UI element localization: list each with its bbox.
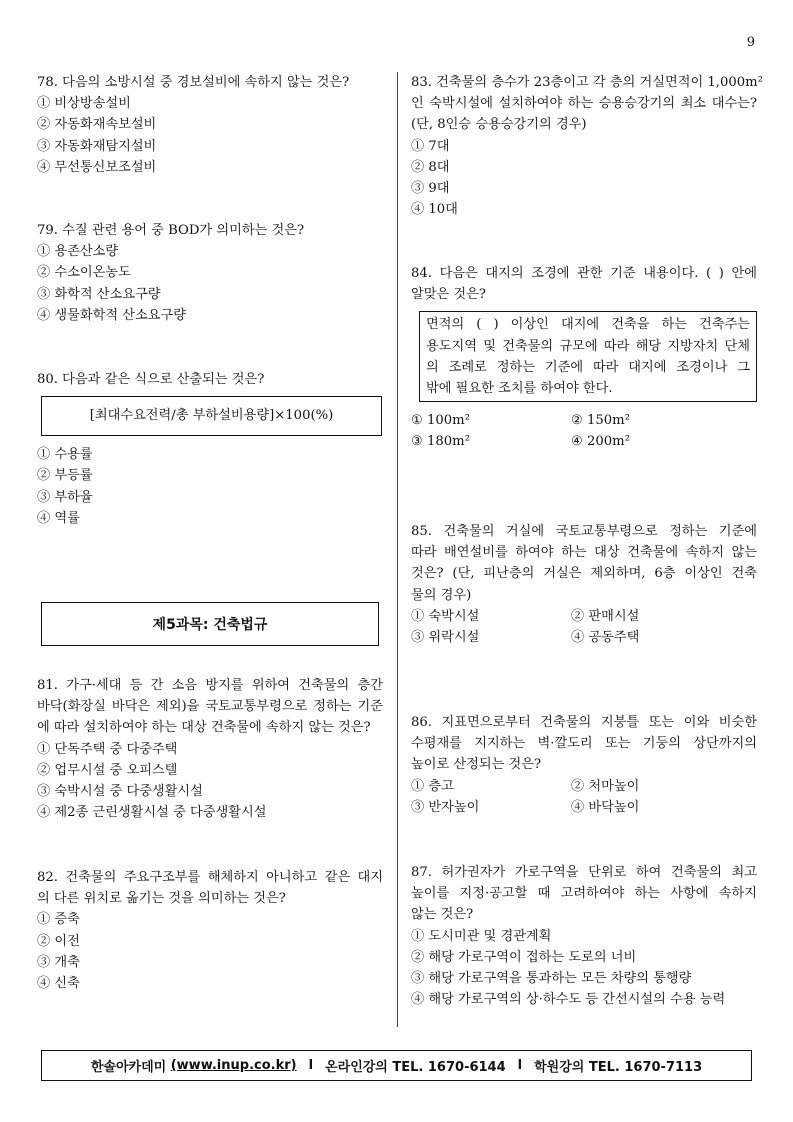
footer-offline-phone: 학원강의 TEL. 1670-7113 bbox=[534, 1060, 703, 1075]
question-text: 인 숙박시설에 설치하여야 하는 승용승강기의 최소 대수는? bbox=[411, 96, 757, 112]
footer-url-link[interactable]: (www.inup.co.kr) bbox=[170, 1058, 297, 1073]
option: ② 자동화재속보설비 bbox=[37, 117, 157, 133]
question-83 bbox=[411, 72, 763, 220]
question-text: 82. 건축물의 주요구조부를 해체하지 아니하고 같은 대지 bbox=[37, 870, 383, 885]
option: ② 8대 bbox=[411, 159, 450, 175]
question-text: 의 다른 위치로 옮기는 것을 의미하는 것은? bbox=[37, 891, 286, 907]
option: ③ 숙박시설 중 다중생활시설 bbox=[37, 783, 203, 799]
question-text: 것은? (단, 피난층의 거실은 제외하며, 6층 이상인 건축 bbox=[411, 566, 757, 582]
option: ② 150m² bbox=[571, 413, 630, 429]
question-text: 높이로 산정되는 것은? bbox=[411, 757, 542, 773]
formula-box: [최대수요전력/총 부하설비용량]×100(%) bbox=[41, 396, 382, 436]
option: ④ 200m² bbox=[571, 434, 630, 450]
question-text: 78. 다음의 소방시설 중 경보설비에 속하지 않는 것은? bbox=[37, 75, 350, 90]
footer-separator: l bbox=[308, 1058, 314, 1073]
option: ③ 자동화재탐지설비 bbox=[37, 138, 157, 154]
option: ② 해당 가로구역이 접하는 도로의 너비 bbox=[411, 949, 637, 965]
option: ③ 반자높이 bbox=[411, 799, 480, 815]
option: ④ 무선통신보조설비 bbox=[37, 159, 157, 175]
option: ① 수용률 bbox=[37, 447, 93, 463]
option: ② 처마높이 bbox=[571, 778, 640, 794]
question-85 bbox=[411, 521, 757, 648]
option: ① 용존산소량 bbox=[37, 244, 119, 260]
question-text: 86. 지표면으로부터 건축물의 지붕틀 또는 이와 비슷한 bbox=[411, 715, 757, 730]
question-text: 83. 건축물의 층수가 23층이고 각 층의 거실면적이 1,000m² bbox=[411, 75, 763, 90]
option: ④ 공동주택 bbox=[571, 629, 640, 645]
question-text: 80. 다음과 같은 식으로 산출되는 것은? bbox=[37, 372, 265, 387]
question-text: 에 따라 설치하여야 하는 대상 건축물에 속하지 않는 것은? bbox=[37, 720, 371, 736]
footer-bar bbox=[41, 1050, 752, 1081]
option: ② 판매시설 bbox=[571, 608, 640, 624]
option: ① 7대 bbox=[411, 138, 450, 154]
option: ① 숙박시설 bbox=[411, 608, 480, 624]
option: ② 이전 bbox=[37, 933, 80, 949]
option: ④ 10대 bbox=[411, 202, 458, 218]
footer-academy: 한솔아카데미 bbox=[90, 1060, 167, 1075]
question-text: 알맞은 것은? bbox=[411, 287, 486, 303]
option: ④ 신축 bbox=[37, 975, 80, 991]
question-86 bbox=[411, 712, 757, 818]
footer-separator: l bbox=[517, 1058, 523, 1073]
option: ③ 부하율 bbox=[37, 489, 93, 505]
question-80 bbox=[37, 369, 383, 529]
question-81 bbox=[37, 675, 383, 823]
option: ③ 180m² bbox=[411, 434, 470, 450]
question-text: 바닥(화장실 바닥은 제외)을 국토교통부령으로 정하는 기준 bbox=[37, 699, 383, 715]
question-text: 81. 가구·세대 등 간 소음 방지를 위하여 건축물의 층간 bbox=[37, 678, 383, 693]
option: ① 단독주택 중 다중주택 bbox=[37, 741, 178, 757]
option: ③ 9대 bbox=[411, 180, 450, 196]
question-87 bbox=[411, 862, 757, 1010]
question-84 bbox=[411, 263, 757, 453]
question-text: 높이를 지정·공고할 때 고려하여야 하는 사항에 속하지 bbox=[411, 886, 757, 902]
option: ② 부등률 bbox=[37, 468, 93, 484]
option: ② 업무시설 중 오피스텔 bbox=[37, 762, 178, 778]
question-text: 따라 배연설비를 하여야 하는 대상 건축물에 속하지 않는 bbox=[411, 545, 757, 561]
condition-text: 용도지역 및 건축물의 규모에 따라 해당 지방자치 단체 bbox=[426, 338, 750, 354]
option: ① 층고 bbox=[411, 778, 454, 794]
option: ① 비상방송설비 bbox=[37, 96, 131, 112]
question-text: 않는 것은? bbox=[411, 907, 474, 923]
condition-text: 의 조례로 정하는 기준에 따라 대지에 조경이나 그 bbox=[426, 359, 750, 375]
option: ① 증축 bbox=[37, 912, 80, 928]
question-78 bbox=[37, 72, 383, 178]
option: ④ 바닥높이 bbox=[571, 799, 640, 815]
option: ④ 역률 bbox=[37, 510, 80, 526]
option: ③ 개축 bbox=[37, 954, 80, 970]
footer-online-phone: 온라인강의 TEL. 1670-6144 bbox=[325, 1060, 506, 1075]
page-number: 9 bbox=[746, 35, 755, 50]
condition-text: 밖에 필요한 조치를 하여야 한다. bbox=[426, 380, 613, 396]
option: ④ 제2종 근린생활시설 중 다중생활시설 bbox=[37, 805, 267, 821]
option: ③ 위락시설 bbox=[411, 629, 480, 645]
option: ① 100m² bbox=[411, 413, 470, 429]
option: ④ 생물화학적 산소요구량 bbox=[37, 307, 186, 323]
condition-box bbox=[419, 311, 757, 402]
option: ③ 화학적 산소요구량 bbox=[37, 286, 161, 302]
option: ① 도시미관 및 경관계획 bbox=[411, 928, 552, 944]
question-82 bbox=[37, 867, 383, 994]
question-text: 84. 다음은 대지의 조경에 관한 기준 내용이다. ( ) 안에 bbox=[411, 266, 757, 281]
section-title: 제5과목: 건축법규 bbox=[41, 602, 379, 646]
question-text: 85. 건축물의 거실에 국토교통부령으로 정하는 기준에 bbox=[411, 524, 757, 539]
question-text: 79. 수질 관련 용어 중 BOD가 의미하는 것은? bbox=[37, 223, 305, 238]
question-text: 물의 경우) bbox=[411, 587, 472, 603]
option: ④ 해당 가로구역의 상·하수도 등 간선시설의 수용 능력 bbox=[411, 992, 726, 1008]
question-text: (단, 8인승 승용승강기의 경우) bbox=[411, 117, 587, 133]
condition-text: 면적의 ( ) 이상인 대지에 건축을 하는 건축주는 bbox=[426, 317, 750, 333]
question-text: 수평재를 지지하는 벽·깔도리 또는 기둥의 상단까지의 bbox=[411, 736, 757, 752]
question-text: 87. 허가권자가 가로구역을 단위로 하여 건축물의 최고 bbox=[411, 865, 757, 880]
question-79 bbox=[37, 220, 383, 326]
column-divider bbox=[397, 72, 398, 1027]
option: ② 수소이온농도 bbox=[37, 265, 131, 281]
option: ③ 해당 가로구역을 통과하는 모든 차량의 통행량 bbox=[411, 970, 692, 986]
